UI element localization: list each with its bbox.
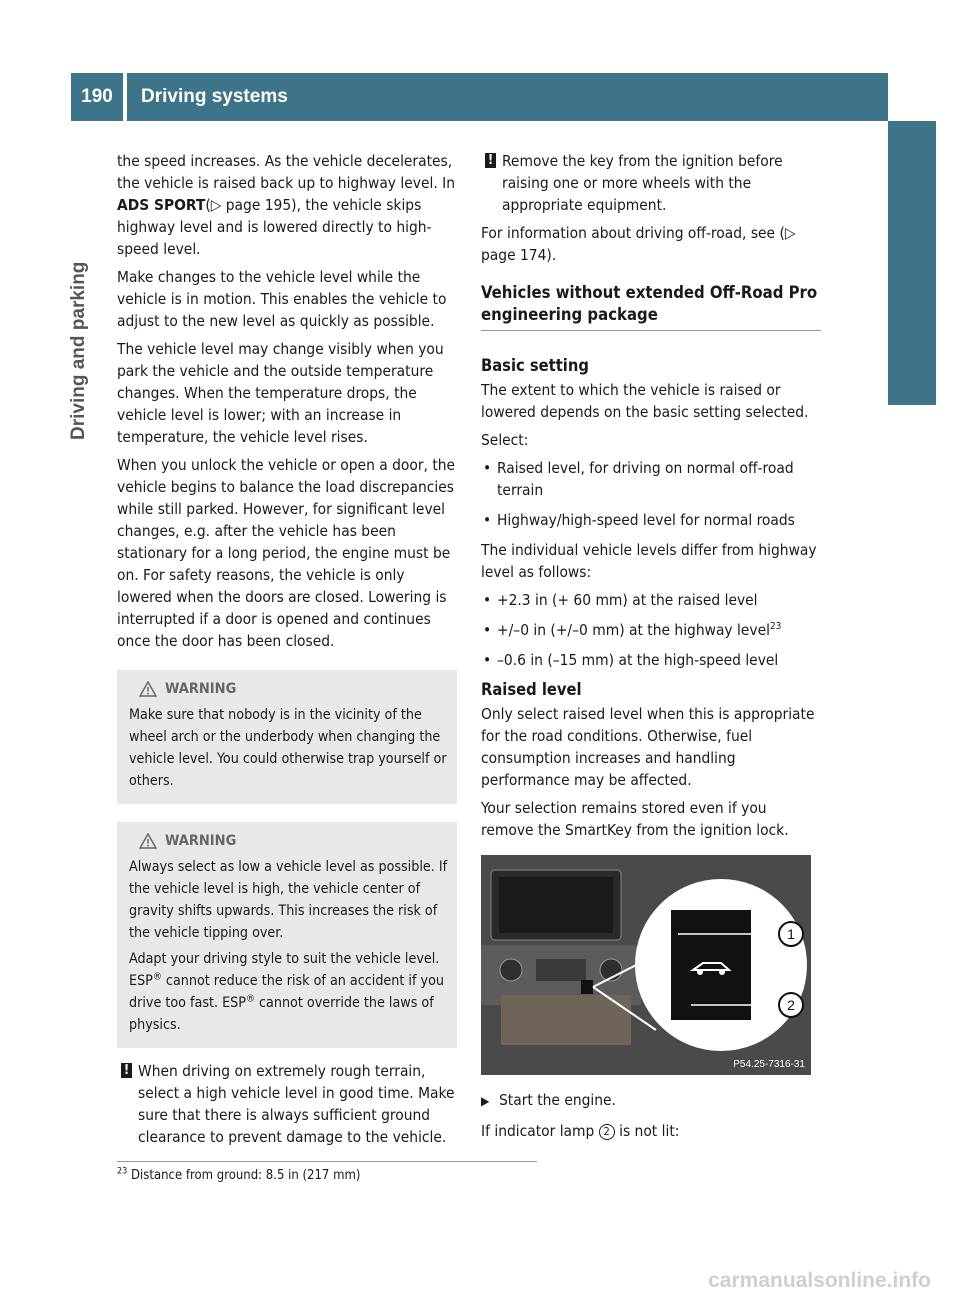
- indicator-callout: 2: [599, 1124, 615, 1140]
- paragraph-motion: Make changes to the vehicle level while the vehicle is in motion. This enables the vehicle to adjust to the new level as quickly as possible.: [117, 268, 447, 330]
- paragraph-offroad: For information about driving off-road, see (▷ page 174).: [481, 224, 796, 264]
- console-illustration: [481, 855, 811, 1075]
- raised-level-heading: Raised level: [481, 680, 582, 699]
- list-item: • +2.3 in (+ 60 mm) at the raised level: [481, 589, 821, 611]
- list-item: • +/–0 in (+/–0 mm) at the highway level$^{23}$: [481, 619, 821, 641]
- levels-list: [481, 589, 821, 671]
- raised-level-text: Only select raised level when this is appropriate for the road conditions. Otherwise, fuel consumption increases and handling performance may be affected.: [481, 705, 815, 789]
- console-photo: [481, 855, 811, 1075]
- warning-triangle-icon: [139, 681, 157, 697]
- select-label: Select:: [481, 431, 529, 449]
- note-rough-terrain: [117, 1060, 457, 1148]
- paragraph-unlock: When you unlock the vehicle or open a door, the vehicle begins to balance the load discrepancies while still parked. However, for significant level changes, e.g. after the vehicle has been stationary for a long period, the engine must be on. For safety reasons, the vehicle is only lowered when the doors are closed. Lowering is interrupted if a door is opened and continues once the door has been closed.: [117, 456, 456, 650]
- exclamation-icon: !: [121, 1063, 132, 1078]
- warning-text: Make sure that nobody is in the vicinity of the wheel arch or the underbody when changing the vehicle level. You could otherwise trap yourself or others.: [129, 707, 447, 789]
- paragraph-ads-sport: the speed increases. As the vehicle decelerates, the vehicle is raised back up to highway level. In ADS SPORT(▷ page 195), the vehicle skips highway level and is lowered directly to high-speed level.: [117, 152, 455, 258]
- footnote: $^{23}$ Distance from ground: 8.5 in (217 mm): [117, 1161, 537, 1184]
- warning-title: WARNING: [139, 678, 449, 700]
- list-item: • Highway/high-speed level for normal roads: [481, 509, 821, 531]
- warning-text: Always select as low a vehicle level as possible. If the vehicle level is high, the vehicle center of gravity shifts upwards. This increases the risk of the vehicle tipping over.: [129, 859, 448, 941]
- section-label-text: Driving and parking: [68, 261, 89, 440]
- photo-caption: P54.25-7316-31: [733, 1059, 805, 1070]
- indicator-text: If indicator lamp 2 is not lit:: [481, 1122, 680, 1140]
- step-text: Start the engine.: [499, 1091, 616, 1109]
- note-text: When driving on extremely rough terrain, select a high vehicle level in good time. Make sure that there is always sufficient ground clearance to prevent damage to the vehicle.: [138, 1062, 455, 1146]
- warning-title: WARNING: [139, 830, 449, 852]
- note-remove-key: [481, 150, 821, 216]
- warning-text-esp: Adapt your driving style to suit the vehicle level. ESP® cannot reduce the risk of an accident if you drive too fast. ESP® cannot override the laws of physics.: [129, 951, 444, 1033]
- note-text: Remove the key from the ignition before raising one or more wheels with the appropriate equipment.: [502, 152, 783, 214]
- paragraph-temperature: The vehicle level may change visibly when you park the vehicle and the outside temperature changes. When the temperature drops, the vehicle level is lower; with an increase in temperature, the vehicle level rises.: [117, 340, 444, 446]
- basic-setting-heading: Basic setting: [481, 356, 589, 375]
- right-column: [481, 150, 821, 1148]
- sidebar-tab: [888, 121, 936, 405]
- stored-text: Your selection remains stored even if you remove the SmartKey from the ignition lock.: [481, 799, 789, 839]
- list-item: • –0.6 in (–15 mm) at the high-speed level: [481, 649, 821, 671]
- warning-triangle-icon: [139, 833, 157, 849]
- page-title: Driving systems: [127, 73, 888, 121]
- callout-2: 2: [787, 997, 795, 1013]
- exclamation-icon: !: [485, 153, 496, 168]
- warning-box-trap: [117, 670, 457, 804]
- step-start-engine: [481, 1089, 821, 1112]
- watermark: carmanualsonline.info: [708, 1269, 931, 1292]
- list-item: • Raised level, for driving on normal off-road terrain: [481, 457, 821, 501]
- basic-setting-text: The extent to which the vehicle is raised or lowered depends on the basic setting selected.: [481, 381, 809, 421]
- select-list: [481, 457, 821, 531]
- section-heading: Vehicles without extended Off-Road Pro engineering package: [481, 282, 821, 331]
- page-number: 190: [71, 73, 123, 121]
- left-column: [117, 150, 457, 1148]
- callout-1: 1: [787, 926, 795, 942]
- step-arrow-icon: ▶: [481, 1094, 490, 1108]
- levels-text: The individual vehicle levels differ from highway level as follows:: [481, 541, 817, 581]
- footnote-ref: 23: [769, 620, 782, 632]
- warning-box-tipping: [117, 822, 457, 1048]
